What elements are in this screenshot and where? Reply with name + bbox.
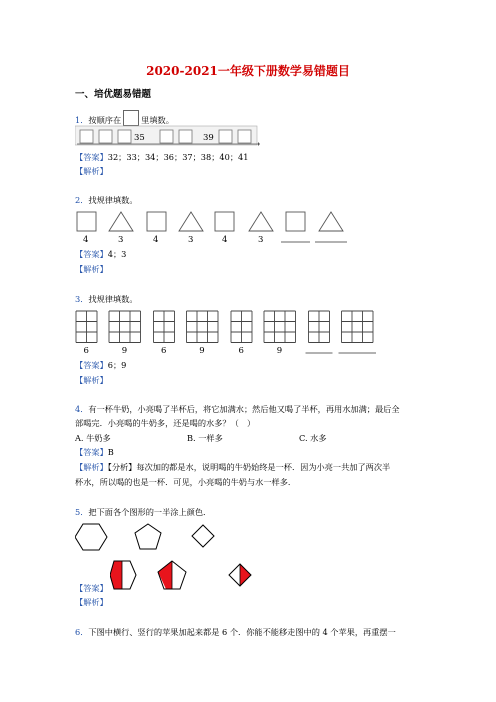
pentagon-icon — [135, 524, 161, 549]
grid-icon — [264, 311, 296, 343]
question-text: 部喝完．小亮喝的牛奶多，还是喝的水多？（ ） — [75, 418, 256, 428]
question-text: 找规律填数。 — [88, 294, 138, 304]
question-3 — [75, 294, 138, 305]
answer-line — [75, 152, 248, 163]
square-icon — [147, 212, 166, 231]
grid-label: 9 — [199, 346, 205, 356]
answer-tag: 【答案】 — [75, 360, 108, 370]
answer-tag: 【答案】 — [75, 447, 108, 457]
grid-icon — [154, 311, 175, 343]
blank-box-icon — [80, 130, 93, 143]
blank-box-icon — [118, 130, 131, 143]
question-number: 1． — [75, 115, 89, 125]
diamond-icon — [192, 525, 214, 547]
blank-box-icon — [238, 130, 251, 143]
blank-box-icon — [160, 130, 173, 143]
grid-pattern-figure — [75, 310, 385, 356]
question-text: 有一杯牛奶，小亮喝了半杯后，将它加满水；然后他又喝了半杯，再用水加满；最后全 — [88, 404, 400, 414]
answer-line — [75, 447, 114, 458]
square-icon — [215, 212, 234, 231]
square-icon — [77, 212, 96, 231]
answer-line — [75, 249, 126, 260]
answer-line — [75, 360, 126, 371]
analysis-line — [75, 462, 390, 473]
question-number: 4． — [75, 404, 89, 414]
grid-icon — [109, 311, 141, 343]
blank-box-icon — [99, 130, 112, 143]
answer-text: B — [107, 447, 114, 457]
question-text: 按顺序在 — [88, 115, 122, 125]
shape-label: 4 — [153, 235, 159, 245]
shape-label: 3 — [188, 235, 194, 245]
number-line-figure — [75, 124, 260, 148]
question-2 — [75, 195, 138, 206]
grid-label: 6 — [238, 346, 244, 356]
grid-label: 9 — [121, 346, 128, 356]
blank-box-icon — [179, 130, 192, 143]
shape-label: 4 — [222, 235, 228, 245]
answer-tag: 【答案】 — [75, 152, 108, 162]
question-text: 里填数。 — [141, 115, 174, 125]
colored-shapes-answer — [110, 558, 260, 592]
triangle-icon — [319, 212, 343, 231]
triangle-icon — [179, 212, 203, 231]
answer-text: 6；9 — [107, 360, 127, 370]
blank-box-icon — [219, 130, 232, 143]
analysis-tag: 【解析】 — [75, 597, 108, 607]
section-heading: 一、培优题易错题 — [75, 89, 152, 100]
given-number: 39 — [203, 133, 214, 143]
grid-icon — [76, 311, 97, 343]
analysis-tag: 【解析】 — [75, 462, 108, 472]
option-c: C. 水多 — [299, 433, 327, 443]
answer-text: 32；33；34；36；37；38；40；41 — [107, 152, 249, 162]
question-number: 2． — [75, 195, 89, 205]
option-a: A. 牛奶多 — [75, 433, 111, 443]
grid-label: 6 — [161, 346, 167, 356]
analysis-tag: 【解析】 — [75, 264, 108, 274]
answer-tag: 【答案】 — [75, 583, 108, 593]
grid-label: 6 — [83, 346, 89, 356]
given-number: 35 — [134, 133, 145, 143]
question-text: 把下面各个图形的一半涂上颜色． — [88, 507, 212, 517]
grid-icon — [231, 311, 252, 343]
question-number: 6． — [75, 627, 89, 637]
grid-icon — [342, 311, 374, 343]
analysis-tag: 【解析】 — [75, 166, 108, 176]
question-6 — [75, 627, 396, 638]
shape-label: 4 — [83, 235, 89, 245]
answer-tag: 【答案】 — [75, 249, 108, 259]
grid-icon — [187, 311, 219, 343]
grid-label: 9 — [276, 346, 283, 356]
triangle-icon — [249, 212, 273, 231]
answer-text: 4；3 — [107, 249, 127, 259]
polygon-shapes-figure — [75, 522, 255, 552]
analysis-text: 杯水，所以喝的也是一杯．可见，小亮喝的牛奶与水一样多． — [75, 477, 297, 487]
analysis-tag: 【解析】 — [75, 375, 108, 385]
shape-pattern-figure — [75, 210, 360, 246]
page-title: 2020-2021一年级下册数学易错题目 — [146, 64, 350, 78]
shape-label: 3 — [258, 235, 264, 245]
question-number: 5． — [75, 507, 89, 517]
square-icon — [286, 212, 305, 231]
question-text: 下图中横行、竖行的苹果加起来都是 6 个．你能不能移走图中的 4 个苹果，再重摆一 — [88, 627, 396, 637]
grid-icon — [309, 311, 330, 343]
triangle-icon — [109, 212, 133, 231]
question-4 — [75, 404, 400, 415]
question-5 — [75, 507, 211, 518]
option-b: B. 一样多 — [187, 433, 223, 443]
question-text: 找规律填数。 — [88, 195, 138, 205]
question-number: 3． — [75, 294, 89, 304]
shape-label: 3 — [118, 235, 124, 245]
analysis-text: 【分析】每次加的都是水，说明喝的牛奶始终是一杯．因为小亮一共加了两次半 — [107, 462, 391, 472]
hexagon-icon — [75, 524, 107, 550]
